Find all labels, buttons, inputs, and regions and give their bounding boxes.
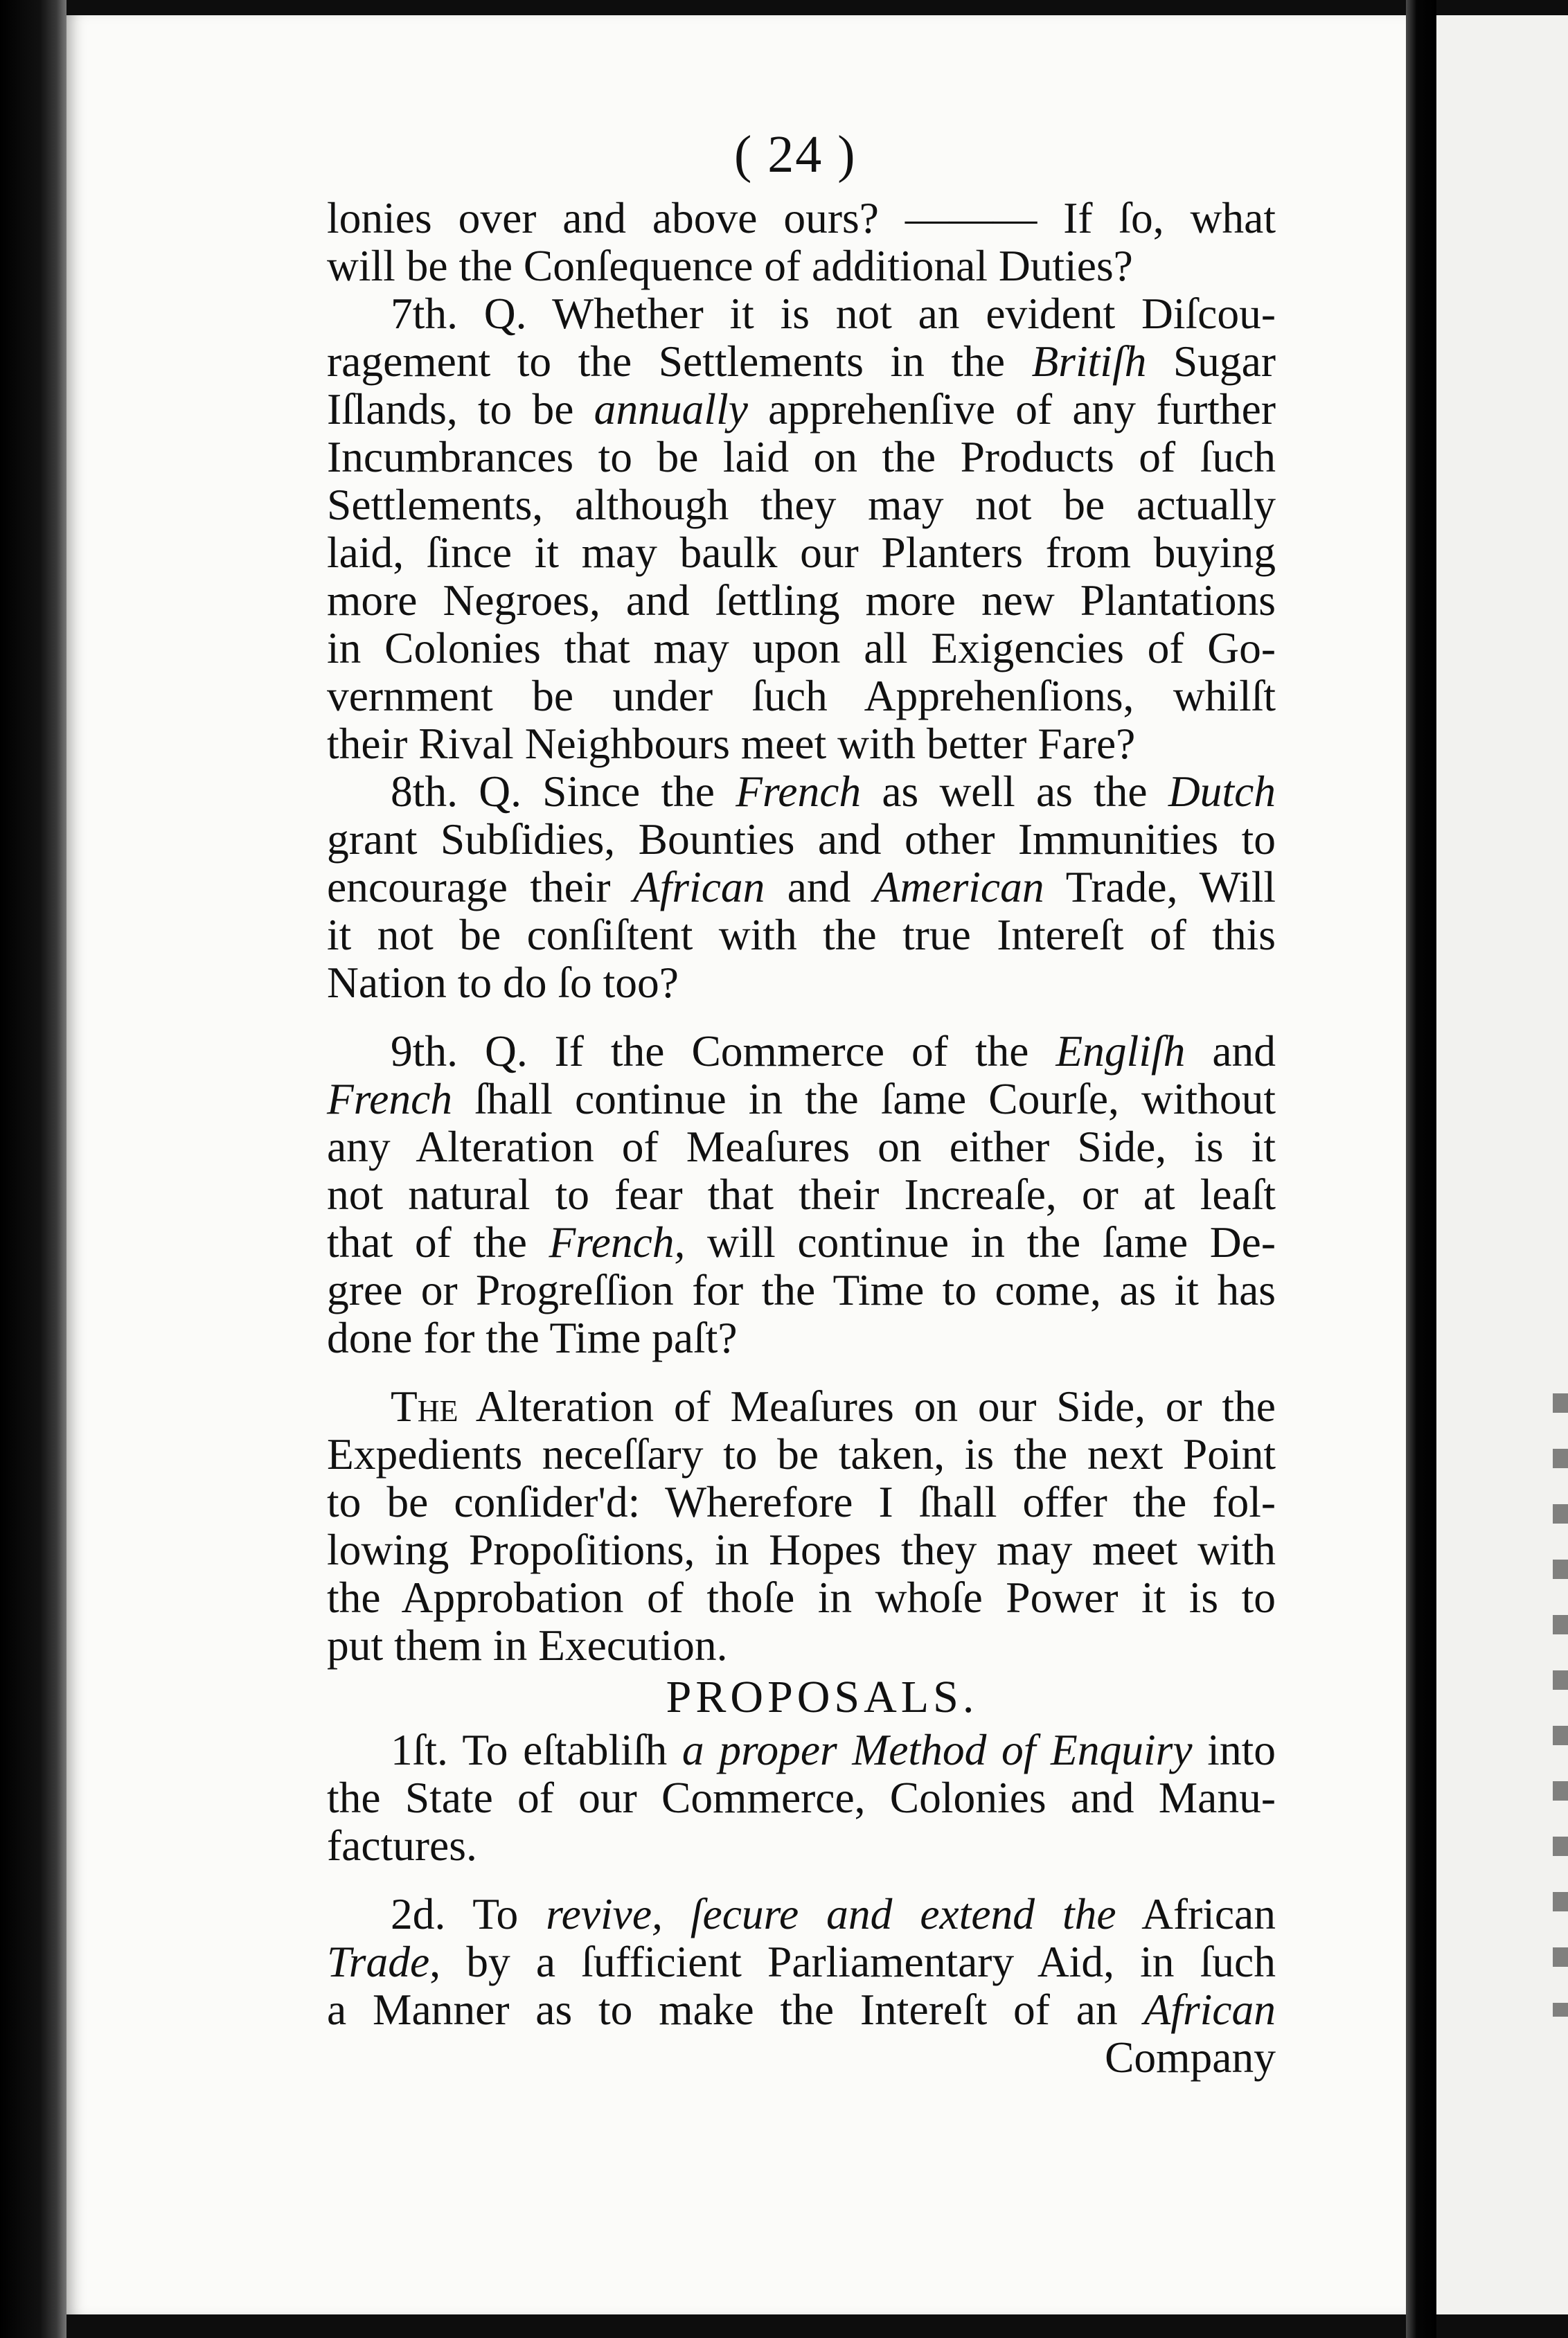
italic-phrase: revive, ſecure and extend the [546,1889,1116,1938]
text-line: Settlements, although they may not be actually [327,480,1276,529]
text-line: lowing Propoſitions, in Hopes they may meet with [327,1525,1276,1574]
body-text [327,194,1276,2081]
italic-word: African [632,862,765,911]
text-line: vernment be under ſuch Apprehenſions, whilſt [327,671,1276,720]
text-segment: apprehenſive of any further [747,384,1276,434]
text-line: gree or Progreſſion for the Time to come, as it has [327,1265,1276,1314]
text-segment: encourage their [327,862,633,911]
text-line: lonies over and above ours? ——— If ſo, what [327,193,1276,242]
text-line: not natural to fear that their Increaſe, or at leaſt [327,1170,1276,1219]
text-line: put them in Execution. [327,1621,728,1670]
text-segment: as well as the [861,767,1168,816]
text-line: the State of our Commerce, Colonies and Manu- [327,1773,1276,1822]
italic-word: French [736,767,862,816]
text-line: any Alteration of Meaſures on either Side, is it [327,1122,1276,1171]
text-line: more Negroes, and ſettling more new Plantations [327,575,1276,625]
italic-word: Engliſh [1055,1026,1186,1076]
text-line [327,767,1276,815]
catchword: Company [1105,2033,1276,2082]
adjacent-page-print-marks [1553,1393,1568,2017]
text-segment: into [1192,1725,1276,1774]
text-line: 7th. Q. Whether it is not an evident Diſcou- [391,289,1276,338]
text-line [327,337,1276,385]
italic-word: French, [549,1217,686,1267]
text-line: will be the Conſequence of additional Duties? [327,241,1133,290]
text-line [327,1218,1276,1266]
left-binding-edge [0,0,66,2338]
text-line: in Colonies that may upon all Exigencies of Go- [327,623,1276,672]
italic-word: African [1143,1985,1276,2034]
text-line: done for the Time paſt? [327,1313,738,1362]
text-line: Nation to do ſo too? [327,958,679,1007]
text-line: laid, ſince it may baulk our Planters from buying [327,528,1276,577]
text-segment: 8th. Q. Since the [391,767,736,816]
text-line: factures. [327,1821,477,1870]
text-segment: Alteration of Meaſures on our Side, or the [458,1382,1276,1431]
italic-word: annually [594,384,748,434]
section-heading: PROPOSALS. [666,1672,979,1722]
text-segment: Trade, Will [1044,862,1276,911]
text-line [327,1985,1276,2033]
text-line: the Approbation of thoſe in whoſe Power it is to [327,1573,1276,1622]
text-segment: that of the [327,1217,549,1267]
text-segment: Sugar [1146,337,1276,386]
text-line [327,1382,1276,1430]
text-line: their Rival Neighbours meet with better Fare? [327,719,1136,768]
italic-word: Britiſh [1031,337,1147,386]
text-line [327,863,1276,911]
text-segment: will continue in the ſame De- [685,1217,1276,1267]
text-line: Expedients neceſſary to be taken, is the next Point [327,1429,1276,1479]
text-line [327,1027,1276,1075]
page-number: ( 24 ) [734,125,857,184]
text-segment: African [1116,1889,1276,1938]
text-line [327,1890,1276,1938]
text-line [327,1726,1276,1774]
text-line [327,1075,1276,1123]
text-segment: , by a ſufficient Parliamentary Aid, in ſuch [429,1937,1276,1986]
italic-phrase: a proper Method of Enquiry [681,1725,1193,1774]
text-line: to be conſider'd: Wherefore I ſhall offer the fol- [327,1477,1276,1526]
text-segment: ſhall continue in the ſame Courſe, without [474,1074,1276,1123]
text-segment: ragement to the Settlements in the [327,337,1032,386]
italic-word: Dutch [1168,767,1276,816]
small-caps-word: The [391,1382,458,1431]
italic-word: French [327,1074,453,1123]
adjacent-page-edge [1436,15,1568,2314]
text-segment: a Manner as to make the Intereſt of an [327,1985,1144,2034]
italic-word: American [873,862,1044,911]
italic-word: Trade [327,1937,430,1986]
text-line [327,385,1276,433]
text-segment: and [1185,1026,1276,1076]
text-line [327,1938,1276,1985]
text-segment: and [765,862,873,911]
text-line: grant Subſidies, Bounties and other Immunities to [327,814,1276,864]
text-segment: 2d. To [391,1889,546,1938]
text-line: it not be conſiſtent with the true Intereſt of this [327,910,1276,959]
text-segment: 1ſt. To eſtabliſh [391,1725,682,1774]
gutter-shadow [1406,0,1436,2338]
text-line: Incumbrances to be laid on the Products of ſuch [327,432,1276,481]
text-segment: Iſlands, to be [327,384,594,434]
text-segment: 9th. Q. If the Commerce of the [391,1026,1056,1076]
